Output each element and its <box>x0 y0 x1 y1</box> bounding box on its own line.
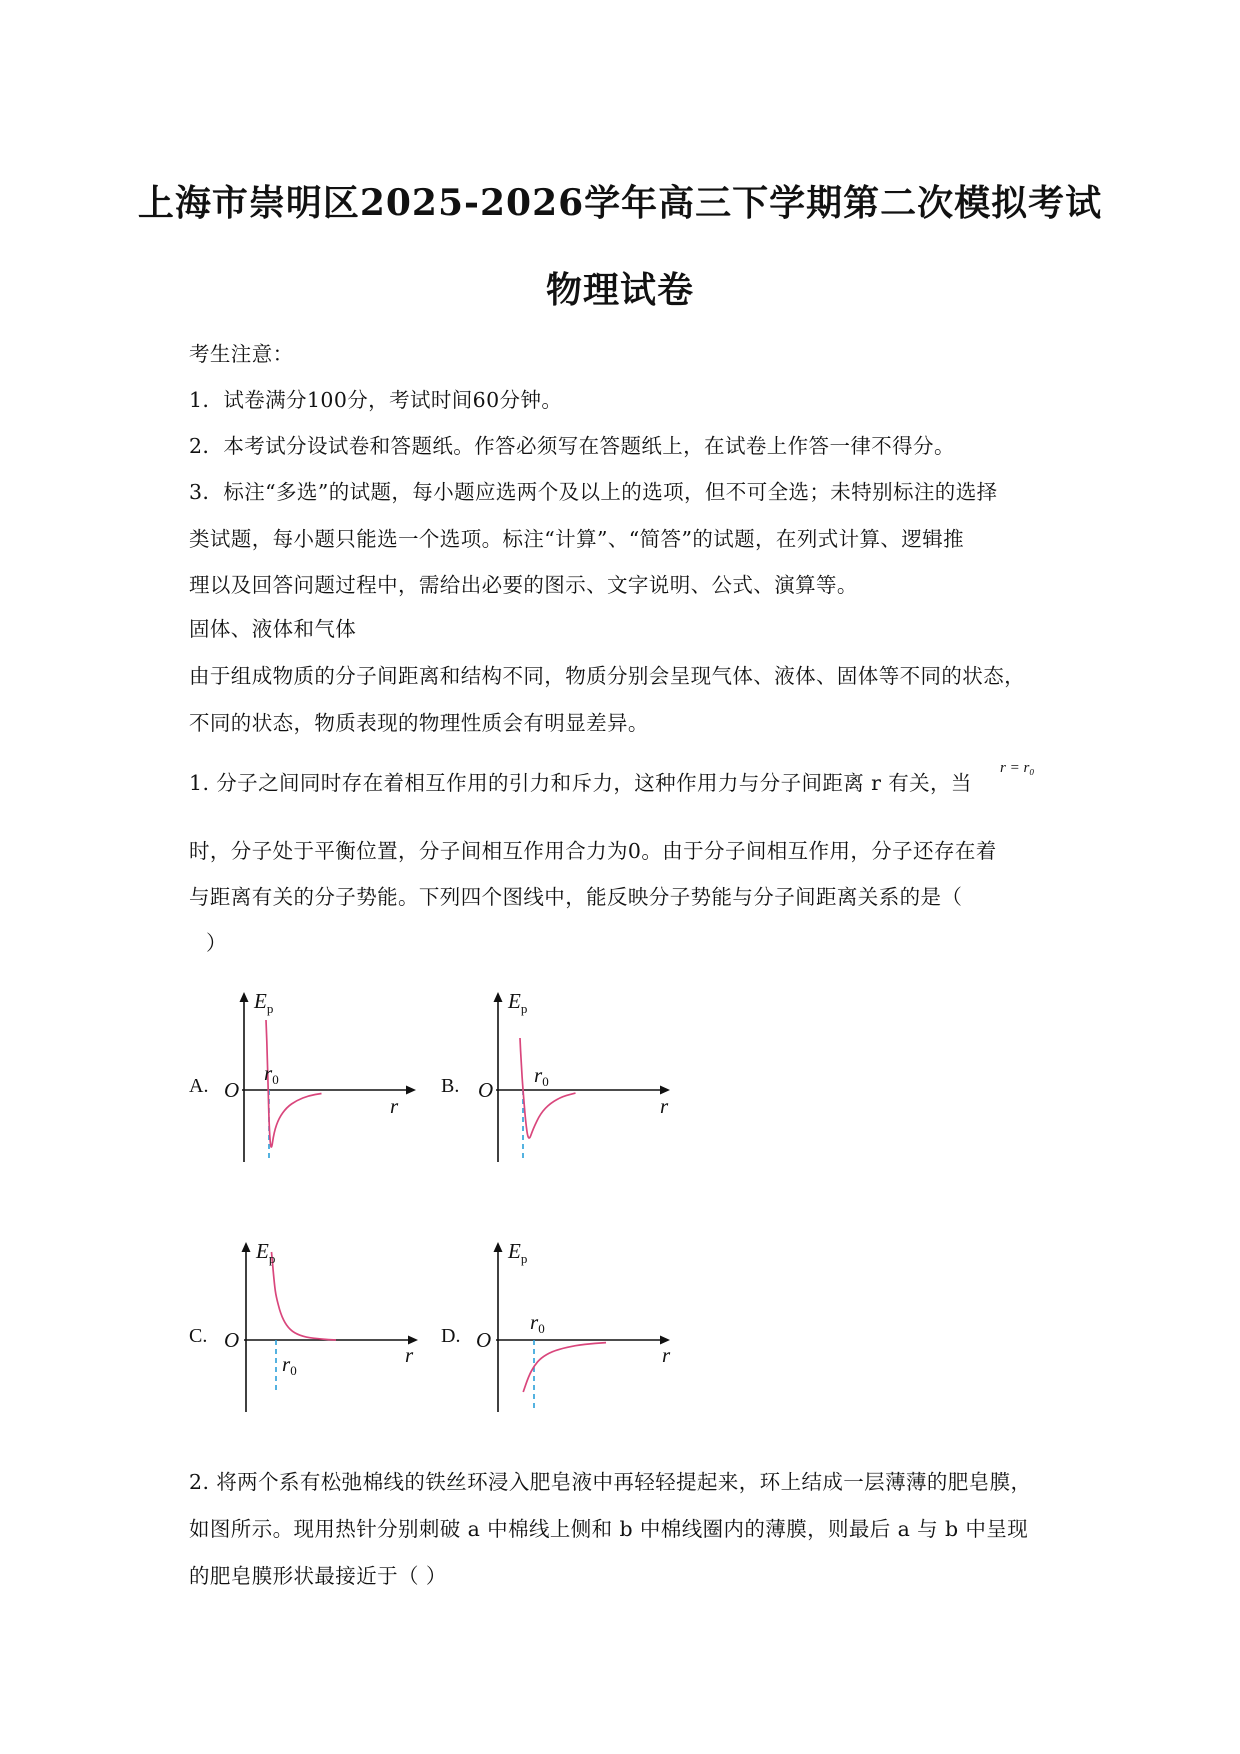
notice-item: 3．标注“多选”的试题，每小题应选两个及以上的选项，但不可全选；未特别标注的选择 <box>189 480 998 504</box>
r0-label: r0 <box>530 1310 545 1336</box>
question-1-text: 1. 分子之间同时存在着相互作用的引力和斥力，这种作用力与分子间距离 r 有关，当 <box>189 771 972 795</box>
question-2-text: 如图所示。现用热针分别刺破 a 中棉线上侧和 b 中棉线圈内的薄膜，则最后 a 与 b 中呈现 <box>189 1517 1029 1541</box>
question-2-text: 的肥皂膜形状最接近于（ ） <box>189 1564 447 1588</box>
notice-item: 2．本考试分设试卷和答题纸。作答必须写在答题纸上，在试卷上作答一律不得分。 <box>189 434 955 458</box>
notice-item: 1．试卷满分100分，考试时间60分钟。 <box>189 388 563 412</box>
ep-axis-label: $E_p$ <box>256 1239 276 1266</box>
page-subtitle: 物理试卷 <box>545 269 694 311</box>
question-1-text: 与距离有关的分子势能。下列四个图线中，能反映分子势能与分子间距离关系的是（ <box>189 885 963 909</box>
option-b-graph[interactable] <box>474 990 674 1170</box>
r-axis-label: r <box>390 1094 399 1118</box>
ep-axis-label: $E_p$ <box>508 989 528 1016</box>
notice-item: 类试题，每小题只能选一个选项。标注“计算”、“简答”的试题，在列式计算、逻辑推 <box>189 527 965 551</box>
option-c-graph[interactable] <box>222 1240 422 1420</box>
section-intro: 不同的状态，物质表现的物理性质会有明显差异。 <box>189 711 649 735</box>
equilibrium-condition: r = r₀ <box>1000 760 1035 776</box>
y-axis-arrow <box>494 1242 503 1252</box>
r0-label: r0 <box>534 1063 549 1089</box>
question-2-text: 2. 将两个系有松弛棉线的铁丝环浸入肥皂液中再轻轻提起来，环上结成一层薄薄的肥皂膜， <box>189 1470 1032 1494</box>
y-axis-arrow <box>494 992 503 1002</box>
section-intro: 由于组成物质的分子间距离和结构不同，物质分别会呈现气体、液体、固体等不同的状态， <box>189 664 1025 688</box>
r-axis-label: r <box>662 1343 671 1367</box>
ep-axis-label: $E_p$ <box>254 989 274 1016</box>
potential-energy-curve <box>523 1343 606 1392</box>
option-a-graph[interactable] <box>220 990 420 1170</box>
question-1-text: 时，分子处于平衡位置，分子间相互作用合力为0。由于分子间相互作用，分子还存在着 <box>189 839 997 863</box>
r0-label: r0 <box>264 1061 279 1087</box>
origin-label: O <box>224 1328 240 1352</box>
option-d-label[interactable]: D. <box>441 1325 461 1347</box>
question-1-text: ） <box>206 931 227 955</box>
page-title: 上海市崇明区2025-2026学年高三下学期第二次模拟考试 <box>137 182 1103 224</box>
option-b-label[interactable]: B. <box>441 1075 460 1097</box>
y-axis-arrow <box>240 992 249 1002</box>
origin-label: O <box>476 1328 492 1352</box>
y-axis-arrow <box>242 1242 251 1252</box>
notice-item: 理以及回答问题过程中，需给出必要的图示、文字说明、公式、演算等。 <box>189 573 858 597</box>
r0-label: r0 <box>282 1352 297 1378</box>
option-c-label[interactable]: C. <box>189 1325 208 1347</box>
notice-heading: 考生注意： <box>189 342 294 366</box>
x-axis-arrow <box>406 1086 416 1095</box>
origin-label: O <box>478 1078 494 1102</box>
r-axis-label: r <box>660 1094 669 1118</box>
origin-label: O <box>224 1078 240 1102</box>
r-axis-label: r <box>405 1343 414 1367</box>
option-a-label[interactable]: A. <box>189 1075 209 1097</box>
potential-energy-curve <box>272 1252 337 1340</box>
ep-axis-label: $E_p$ <box>508 1239 528 1266</box>
section-title: 固体、液体和气体 <box>189 617 357 641</box>
option-d-graph[interactable] <box>474 1240 674 1420</box>
